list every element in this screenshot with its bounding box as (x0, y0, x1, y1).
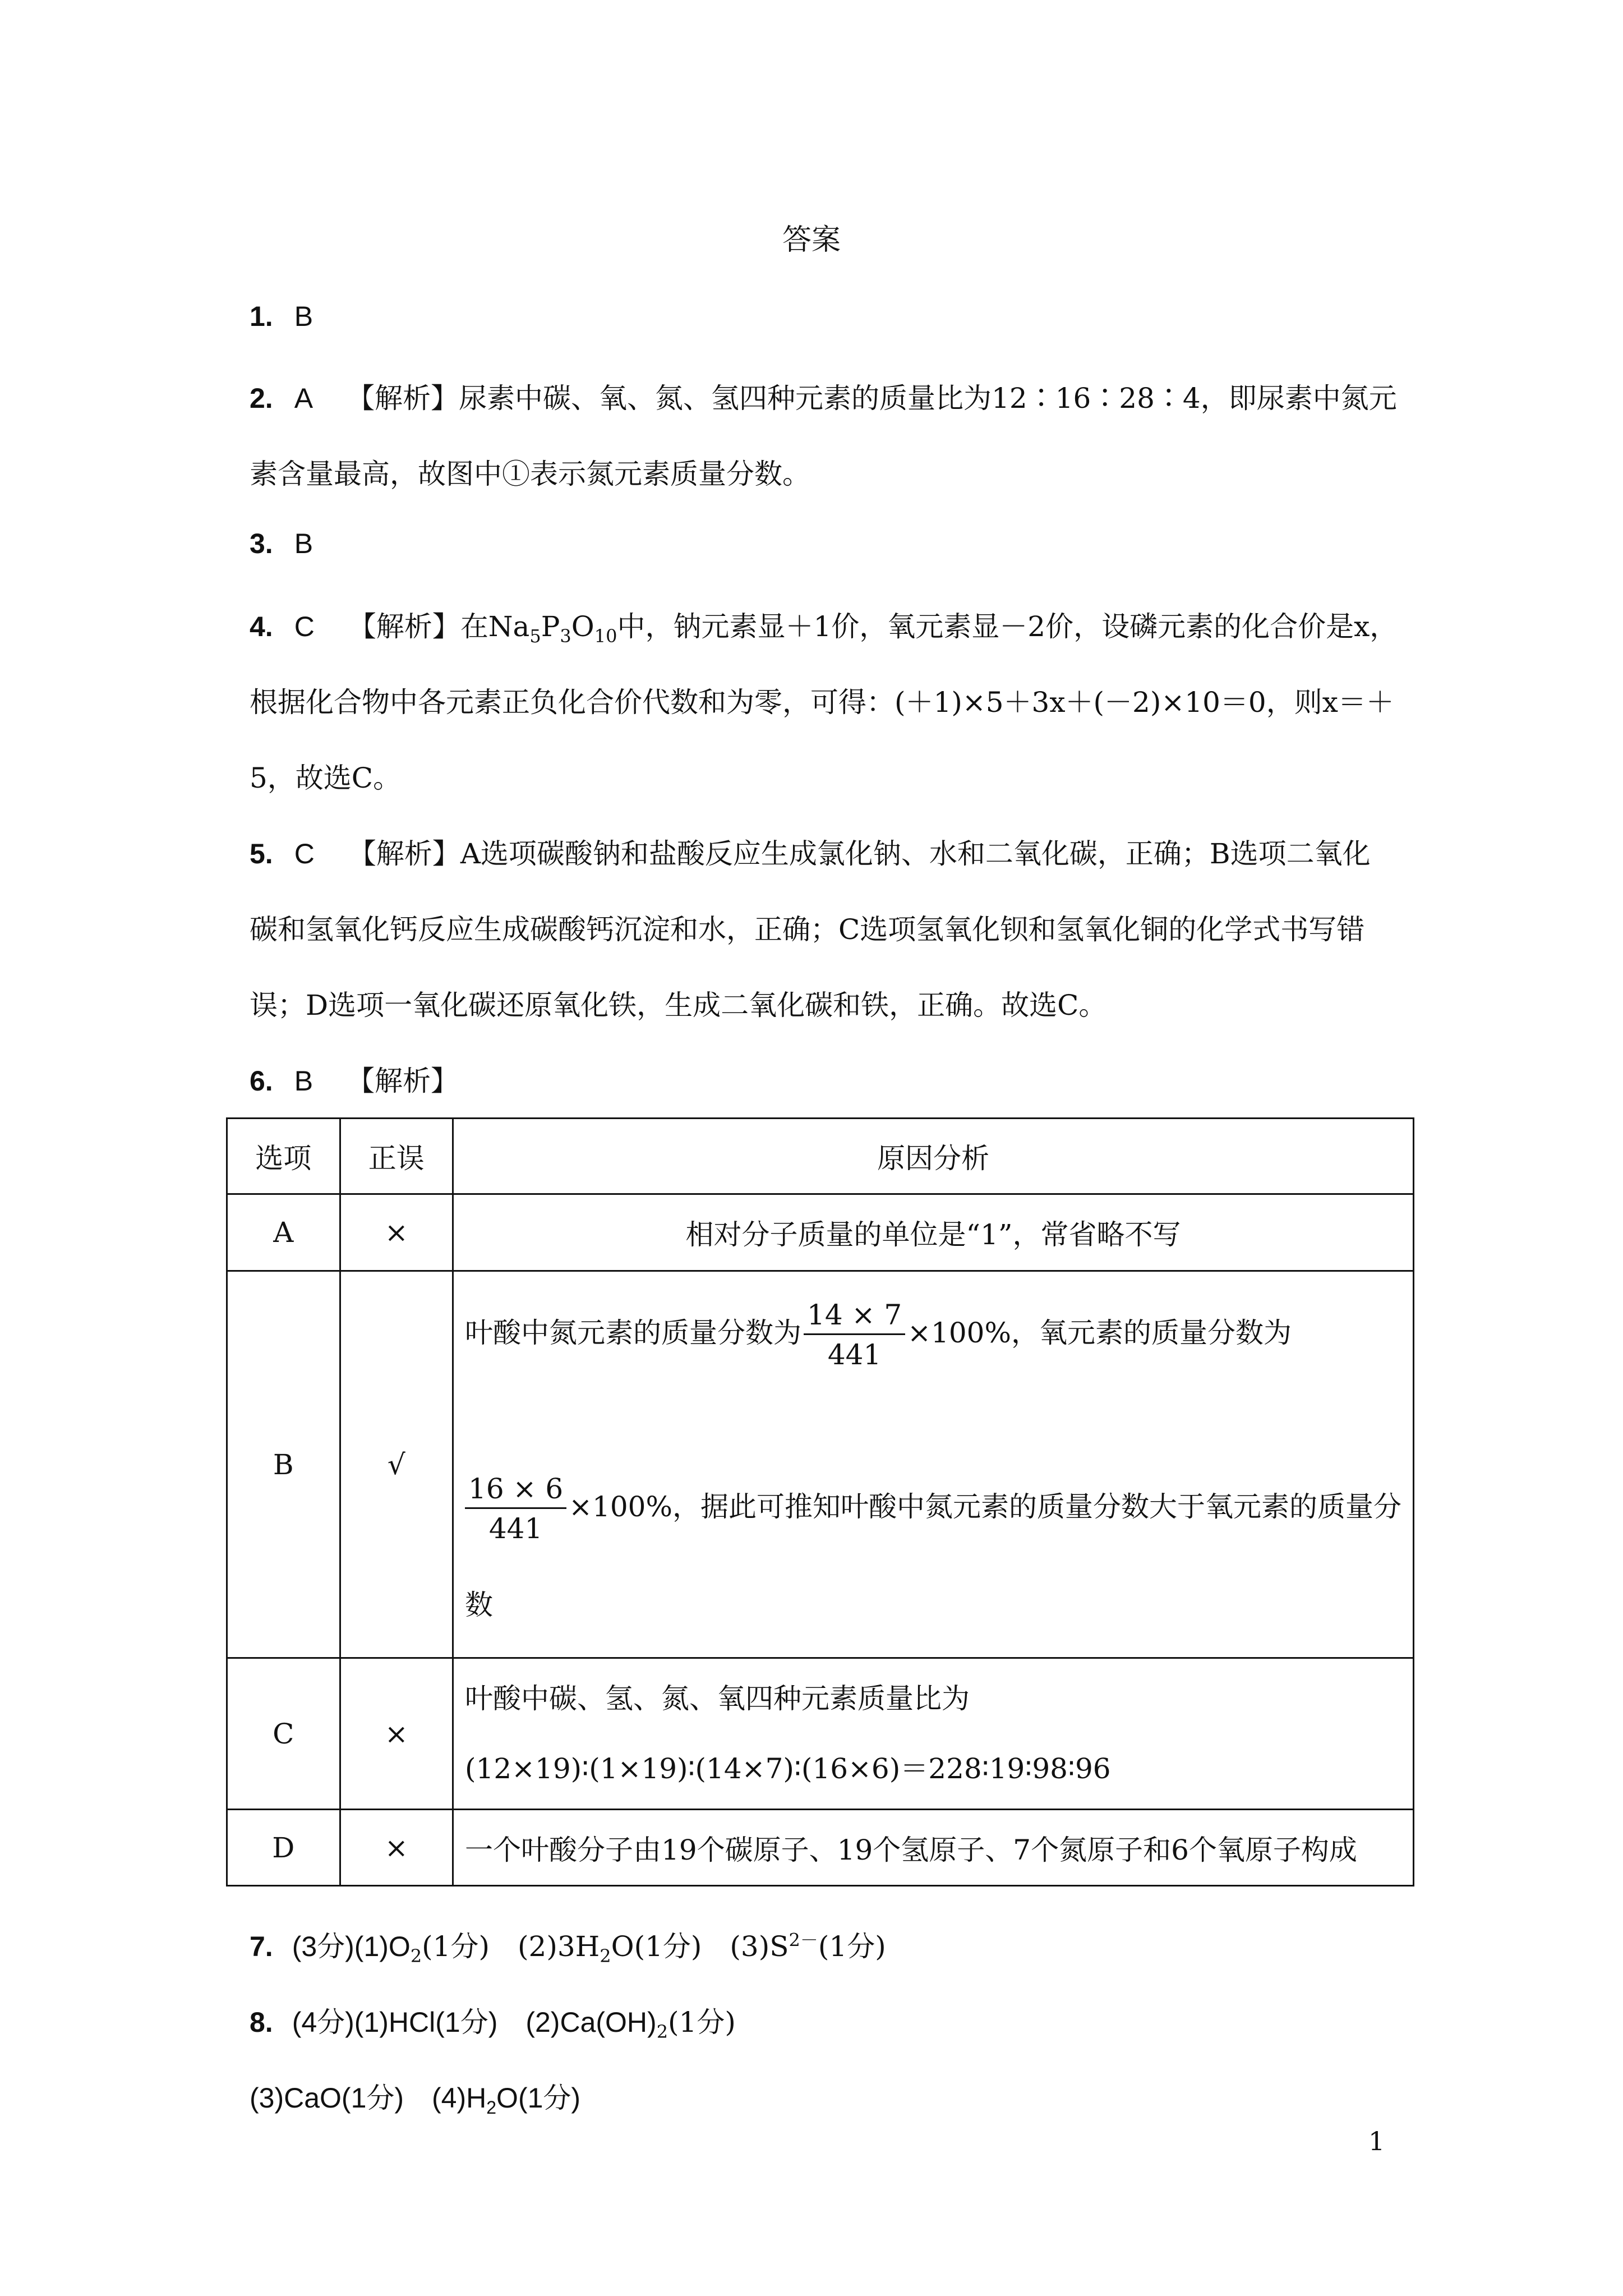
answer-5 (250, 831, 1371, 872)
answer-text: (1分) (2)3H (422, 1930, 600, 1963)
question-number: 1. (250, 301, 273, 332)
reason-line: 数 (465, 1588, 494, 1621)
question-number: 2. (250, 383, 273, 414)
answer-8-line-2 (250, 2076, 580, 2116)
explanation-text: A选项碳酸钠和盐酸反应生成氯化钠、水和二氧化碳，正确；B选项二氧化 (460, 838, 1371, 870)
answer-7 (250, 1924, 886, 1967)
answer-text: (3分)(1)O (292, 1931, 411, 1962)
formula-text: P (541, 610, 560, 643)
formula-text: 在Na (460, 610, 530, 643)
row-option: B (227, 1271, 340, 1658)
answer-text: (1分) (818, 1930, 886, 1963)
row-reason (453, 1271, 1414, 1658)
answer-3 (250, 527, 313, 560)
answer-1 (250, 300, 313, 333)
explanation-line: 碳和氢氧化钙反应生成碳酸钙沉淀和水，正确；C选项氢氧化钡和氢氧化铜的化学式书写错 (250, 913, 1365, 946)
answer-letter: B (294, 301, 313, 332)
row-reason: 一个叶酸分子由19个碳原子、19个氢原子、7个氮原子和6个氧原子构成 (453, 1810, 1414, 1886)
fraction-numerator: 14 × 7 (804, 1299, 905, 1335)
subscript: 2 (656, 2021, 668, 2042)
answer-8 (250, 2000, 736, 2040)
analysis-table (226, 1117, 1414, 1887)
question-number: 6. (250, 1065, 273, 1097)
answer-2 (250, 376, 1397, 416)
subscript: 10 (594, 625, 617, 647)
row-mark: √ (340, 1271, 453, 1658)
answer-text: (4分)(1)HCl(1分) (2)Ca(OH) (292, 2007, 657, 2038)
question-number: 7. (250, 1931, 273, 1962)
answer-letter: C (294, 611, 315, 642)
reason-line: (12×19)∶(1×19)∶(14×7)∶(16×6)＝228∶19∶98∶96 (465, 1752, 1111, 1785)
analysis-tag: 【解析】 (347, 1065, 459, 1097)
analysis-tag: 【解析】 (348, 838, 460, 870)
fraction-numerator: 16 × 6 (465, 1473, 566, 1509)
reason-text: 叶酸中氮元素的质量分数为 (465, 1316, 802, 1349)
page-number: 1 (1368, 2126, 1385, 2156)
explanation-line: 5，故选C。 (250, 762, 402, 794)
row-option: D (227, 1810, 340, 1886)
answer-letter: B (294, 1065, 313, 1097)
table-row (227, 1271, 1414, 1658)
question-number: 5. (250, 838, 273, 869)
answer-4 (250, 604, 1398, 645)
explanation-text: 尿素中碳、氧、氮、氢四种元素的质量比为12∶16∶28∶4，即尿素中氮元 (459, 382, 1397, 415)
header-option: 选项 (227, 1119, 340, 1194)
explanation-line: 素含量最高，故图中①表示氮元素质量分数。 (250, 458, 810, 490)
explanation-line: 根据化合物中各元素正负化合价代数和为零，可得：(＋1)×5＋3x＋(－2)×10＝0，则x＝＋ (250, 686, 1394, 719)
answer-text: (1分) (668, 2006, 736, 2039)
row-option: C (227, 1658, 340, 1810)
table-row (227, 1810, 1414, 1886)
fraction-oxygen (465, 1473, 566, 1545)
fraction-denominator: 441 (488, 1512, 543, 1545)
subscript: 5 (529, 625, 541, 647)
table-row (227, 1194, 1414, 1271)
table-header-row (227, 1119, 1414, 1194)
reason-line: 叶酸中碳、氢、氮、氧四种元素质量比为 (465, 1682, 970, 1715)
reason-line (465, 1453, 1401, 1560)
question-number: 3. (250, 528, 273, 559)
header-correctness: 正误 (340, 1119, 453, 1194)
question-number: 8. (250, 2007, 273, 2038)
reason-line (465, 1280, 1401, 1386)
answer-text: O(1分) (496, 2082, 581, 2114)
superscript: 2－ (789, 1929, 818, 1951)
answer-text: (3)CaO(1分) (4)H (250, 2082, 487, 2114)
answer-letter: C (294, 838, 315, 869)
answer-letter: A (294, 383, 313, 414)
table-row (227, 1658, 1414, 1810)
row-mark: × (340, 1658, 453, 1810)
reason-text: ×100%，据此可推知叶酸中氮元素的质量分数大于氧元素的质量分 (569, 1490, 1401, 1523)
reason-text: ×100%，氧元素的质量分数为 (907, 1316, 1292, 1349)
question-number: 4. (250, 611, 273, 642)
analysis-tag: 【解析】 (348, 610, 460, 643)
formula-text: O (571, 610, 594, 643)
header-reason: 原因分析 (453, 1119, 1414, 1194)
page-title: 答案 (782, 223, 841, 257)
row-option: A (227, 1194, 340, 1271)
answer-letter: B (294, 528, 313, 559)
fraction-denominator: 441 (827, 1338, 882, 1371)
fraction-nitrogen (804, 1299, 905, 1371)
subscript: 2 (600, 1945, 611, 1967)
subscript: 2 (410, 1945, 422, 1967)
row-reason (453, 1658, 1414, 1810)
explanation-text: 中，钠元素显＋1价，氧元素显－2价，设磷元素的化合价是x， (617, 610, 1398, 643)
answer-text: O(1分) (3)S (611, 1930, 789, 1963)
subscript: 3 (560, 625, 571, 647)
answer-6 (250, 1059, 459, 1099)
row-mark: × (340, 1810, 453, 1886)
explanation-line: 误；D选项一氧化碳还原氧化铁，生成二氧化碳和铁，正确。故选C。 (250, 989, 1107, 1022)
row-mark: × (340, 1194, 453, 1271)
subscript: 2 (486, 2097, 497, 2118)
row-reason: 相对分子质量的单位是“1”，常省略不写 (453, 1194, 1414, 1271)
analysis-tag: 【解析】 (347, 382, 459, 415)
